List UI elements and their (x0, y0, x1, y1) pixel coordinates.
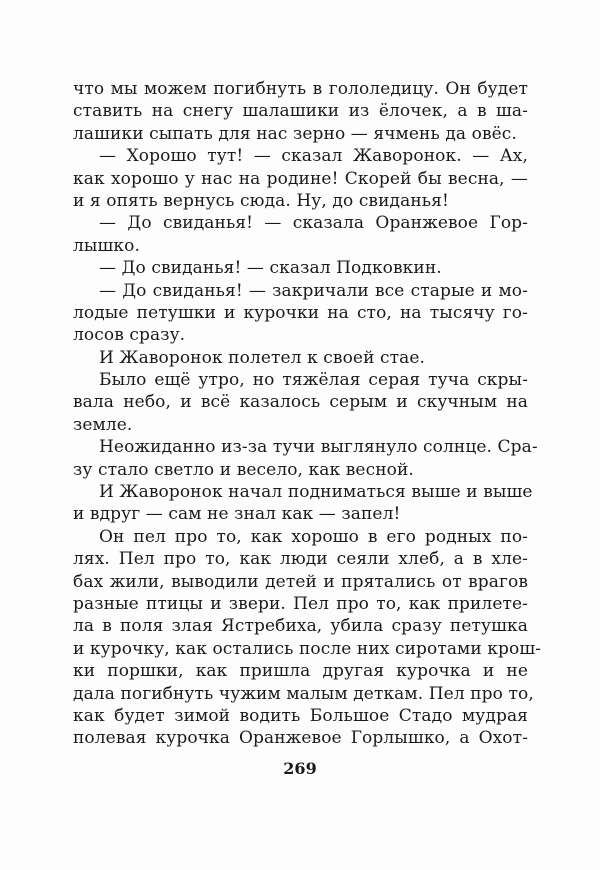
text-line: что мы можем погибнуть в гололедицу. Он будет (73, 79, 528, 99)
text-line: дала погибнуть чужим малым деткам. Пел про то, (73, 683, 534, 704)
text-line: полевая курочка Оранжевое Горлышко, а Охот- (73, 728, 528, 749)
text-line: — До свиданья! — сказала Оранжевое Гор- (99, 213, 528, 234)
text-line: бах жили, выводили детей и прятались от врагов (73, 571, 528, 592)
text-line: как будет зимой водить Большое Стадо мудрая (73, 705, 528, 726)
text-line: и курочку, как остались после них сиротами крош- (73, 638, 542, 659)
text-line: ла в поля злая Ястребиха, убила сразу петушка (73, 616, 528, 637)
text-line: лашики сыпать для нас зерно — ячмень да овёс. (73, 123, 517, 144)
text-line: — Хорошо тут! — сказал Жаворонок. — Ах, (99, 146, 528, 167)
text-line: вала небо, и всё казалось серым и скучным на (73, 392, 528, 413)
text-line: лышко. (73, 235, 140, 256)
text-line: лосов сразу. (73, 325, 186, 346)
text-line: И Жаворонок полетел к своей стае. (99, 347, 426, 368)
text-line: Он пел про то, как хорошо в его родных по- (99, 526, 528, 547)
text-line: и я опять вернусь сюда. Ну, до свиданья! (73, 190, 449, 211)
text-line: и вдруг — сам не знал как — запел! (73, 504, 401, 525)
text-line: лях. Пел про то, как люди сеяли хлеб, а в хле- (73, 549, 528, 570)
text-line: как хорошо у нас на родине! Скорей бы весна, — (73, 168, 528, 189)
page-number: 269 (283, 759, 317, 778)
text-line: ставить на снегу шалашики из ёлочек, а в ша- (73, 101, 528, 122)
text-line: зу стало светло и весело, как весной. (73, 459, 414, 480)
text-line: земле. (73, 414, 133, 435)
text-line: И Жаворонок начал подниматься выше и выше (99, 482, 533, 503)
text-line: разные птицы и звери. Пел про то, как прилете- (73, 593, 528, 614)
body-text (73, 78, 542, 750)
text-line: лодые петушки и курочки на сто, на тысячу го- (73, 302, 528, 323)
text-line: — До свиданья! — сказал Подковкин. (99, 258, 442, 279)
text-line: Неожиданно из-за тучи выглянуло солнце. Сра- (99, 437, 538, 458)
text-line: — До свиданья! — закричали все старые и мо- (99, 280, 528, 301)
text-line: Было ещё утро, но тяжёлая серая туча скры- (99, 370, 528, 391)
text-line: ки поршки, как пришла другая курочка и не (73, 661, 528, 682)
